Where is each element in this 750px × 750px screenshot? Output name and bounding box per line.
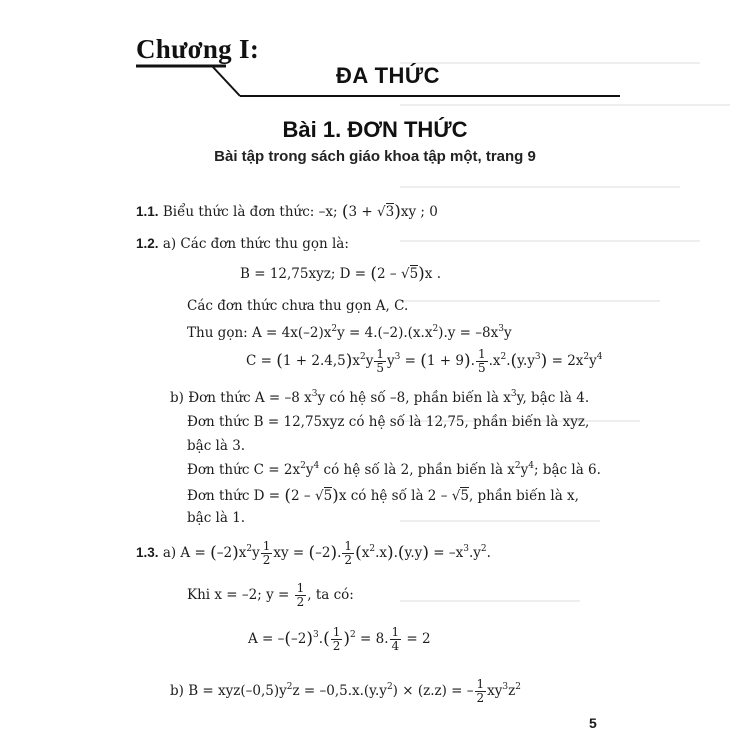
exercise-1-2-a	[136, 236, 349, 252]
text: ) × (z.z) = –	[392, 683, 474, 699]
lesson-subtitle: Bài tập trong sách giáo khoa tập một, trang 9	[214, 148, 536, 165]
formula: (3 + √3)xy ; 0	[341, 202, 438, 222]
text: , phần biến là x,	[468, 488, 579, 504]
text: b) B = xyz(–0,5)y	[170, 683, 287, 699]
chapter-header	[0, 0, 750, 110]
text: y, bậc là 4.	[516, 390, 590, 406]
exercise-number: 1.3.	[136, 545, 159, 560]
text: b) Đơn thức A = –8 x	[170, 390, 312, 406]
text: Khi x = –2; y =	[187, 587, 290, 603]
formula: $A = 4x(-2)x^2y = 4.(-2).(x.x^2).y = -8x^3y$	[252, 324, 512, 341]
exercise-1-3-b: b) $B = xyz(-0,5)y^2z = -0,5.x.(y.y^2) \times (z.z)$ = – $\frac{1}{2}$ $xy^3z^2$	[170, 677, 522, 705]
chapter-label: Chương I:	[136, 34, 260, 64]
formula: (2 – √5)x .	[370, 264, 441, 284]
text: a) A =	[162, 545, 206, 561]
exercise-number: 1.1.	[136, 204, 159, 219]
bleed-through	[400, 0, 750, 750]
text: Đơn thức D =	[187, 488, 281, 504]
reduce-a	[187, 325, 512, 341]
text: có hệ số là 2, phần biến là x	[323, 462, 515, 478]
text: , ta có:	[307, 587, 354, 603]
page-number: 5	[589, 715, 597, 731]
reduce-c	[246, 348, 603, 375]
text: Đơn thức C = 2x	[187, 462, 301, 478]
part-b-line-3: bậc là 3.	[187, 438, 246, 454]
formula-text: B = 12,75xyz; D =	[240, 266, 367, 282]
lesson-title: Bài 1. ĐƠN THỨC	[282, 117, 468, 142]
formula: $A = -(-2)^3$.( $\frac{1}{2}$ )$^2$ = 8. $\frac{1}{4}$ = 2	[248, 625, 431, 653]
a-evaluation	[248, 626, 431, 653]
reduce-label: Thu gọn:	[187, 325, 248, 341]
chapter-title: ĐA THỨC	[336, 63, 441, 88]
not-reduced-note: Các đơn thức chưa thu gọn A, C.	[187, 298, 409, 314]
part-b-line-2: Đơn thức B = 12,75xyz có hệ số là 12,75, phần biến là xyz,	[187, 414, 590, 430]
part-b-line-4: Đơn thức $C = 2x^2y^4$ có hệ số là 2, phần biến là $x^2y^4$; bậc là 6.	[187, 461, 601, 478]
chapter-rule	[0, 0, 750, 110]
part-b-line-1: b) Đơn thức A = –8 $x^3y$ có hệ số –8, phần biến là $x^3y$, bậc là 4.	[170, 389, 590, 406]
text: ; bậc là 6.	[534, 462, 601, 478]
text: z = –0,5.x.(y.y	[292, 683, 387, 699]
formula: $(-2)x^2y$ $\frac{1}{2}$ xy = (–2). $\frac{1}{2}$ $(x^2.x).(y.y) = -x^3.y^2$.	[210, 539, 491, 567]
exercise-number: 1.2.	[136, 236, 159, 251]
exercise-text: Biểu thức là đơn thức: –x;	[162, 204, 338, 220]
reduced-monomials	[240, 264, 441, 284]
exercise-1-3-a	[136, 540, 491, 567]
text: x có hệ số là 2 –	[338, 488, 448, 504]
text: y có hệ số –8, phần biến là x	[317, 390, 511, 406]
part-b-line-6: bậc là 1.	[187, 510, 246, 526]
part-b-line-5: Đơn thức D = (2 – √5)x có hệ số là 2 – √5, phần biến là x,	[187, 486, 579, 506]
when-line: Khi x = –2; y = $\frac{1}{2}$ , ta có:	[187, 581, 354, 609]
exercise-1-1	[136, 202, 438, 222]
exercise-text: a) Các đơn thức thu gọn là:	[162, 236, 349, 252]
formula: $C = (1 + 2.4,5)x^2y$ $\frac{1}{5}$ $y^3 = (1 + 9)$. $\frac{1}{5}$ $.x^2.(y.y^3) = 2x^2y^4$	[246, 347, 603, 375]
